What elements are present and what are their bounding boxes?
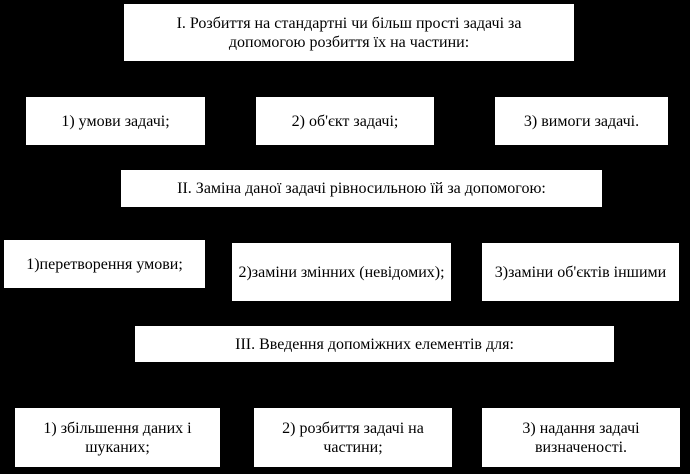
section-3-item-3: [482, 408, 680, 467]
section-1-item-1: [26, 97, 205, 145]
section-1-item-3: [495, 97, 668, 145]
section-1-heading-text: I. Розбиття на стандартні чи більш прості задачі за допомогою розбиття їх на частини:: [176, 14, 522, 51]
section-1-item-1-text: 1) умови задачі;: [61, 112, 170, 130]
section-2-heading-text: ІІ. Заміна даної задачі рівносильною їй за допомогою:: [177, 180, 546, 197]
section-2-item-1-text: 1)перетворення умови;: [26, 255, 183, 273]
section-1-item-2: [256, 97, 434, 145]
section-1-item-2-text: 2) об'єкт задачі;: [291, 112, 399, 130]
section-3-item-2: [254, 408, 452, 467]
section-3-heading: [135, 326, 614, 362]
section-2-heading: [121, 170, 602, 207]
section-2-item-1: [4, 240, 205, 288]
section-1-item-3-text: 3) вимоги задачі.: [523, 112, 640, 130]
section-3-heading-text: ІІІ. Введення допоміжних елементів для:: [235, 335, 514, 353]
section-1-heading: [124, 4, 574, 61]
section-2-item-2: [232, 243, 451, 301]
section-2-item-3-text: 3)заміни об'єктів іншими: [494, 263, 667, 281]
section-3-item-1: [15, 408, 220, 467]
section-3-item-2-text: 2) розбиття задачі на частини;: [282, 419, 424, 456]
section-3-item-3-text: 3) надання задачі визначеності.: [522, 419, 640, 456]
section-3-item-1-text: 1) збільшення даних і шуканих;: [43, 419, 192, 456]
section-2-item-2-text: 2)заміни змінних (невідомих);: [238, 263, 445, 281]
section-2-item-3: [482, 243, 679, 301]
